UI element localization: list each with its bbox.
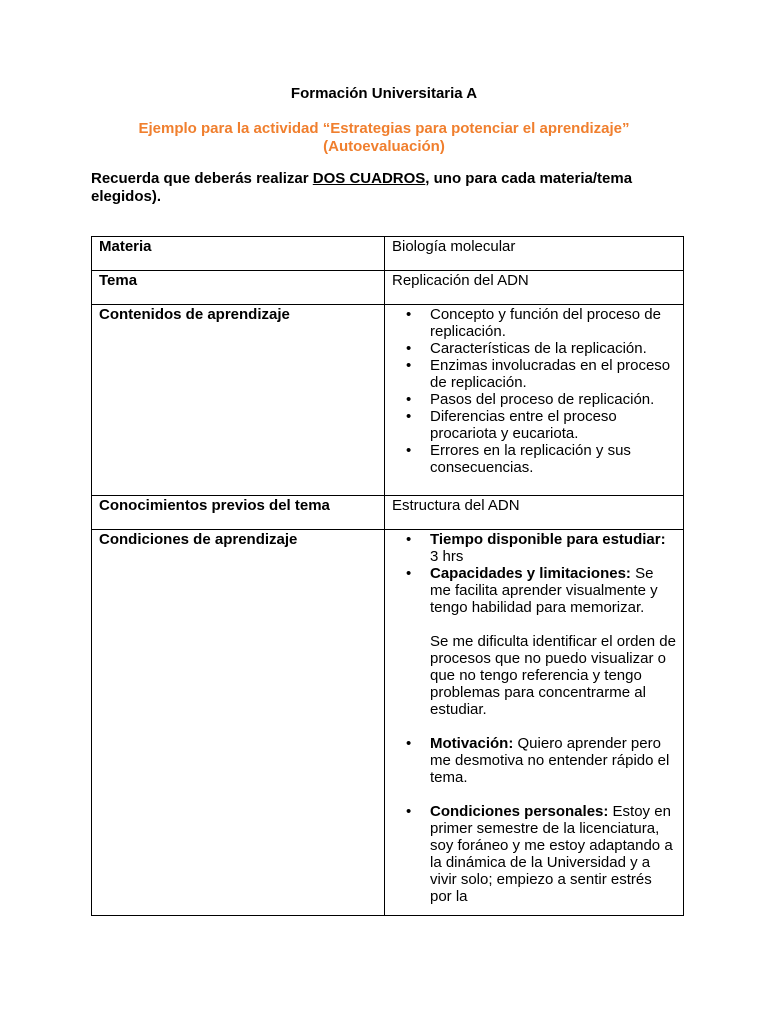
table-row-tema <box>92 271 684 305</box>
condition-text: Estoy en primer semestre de la licenciatura, soy foráneo y me estoy adaptando a la dinámica de la Universidad y a vivir solo; empiezo a sentir estrés por la <box>430 803 673 905</box>
condiciones-value <box>385 530 684 916</box>
document-title: Formación Universitaria A <box>290 85 478 102</box>
condiciones-label: Condiciones de aprendizaje <box>92 530 385 916</box>
list-item: • Características de la replicación. <box>430 340 676 357</box>
condition-term: Capacidades y limitaciones: <box>430 565 631 582</box>
table-row-conocimientos-previos <box>92 496 684 530</box>
previos-label: Conocimientos previos del tema <box>92 496 385 530</box>
table-row-condiciones <box>92 530 684 916</box>
condition-term: Motivación: <box>430 735 514 752</box>
instructions-text-start: Recuerda que deberás realizar <box>91 170 313 187</box>
previos-value: Estructura del ADN <box>385 496 684 530</box>
list-item: • Concepto y función del proceso de replicación. <box>430 306 676 340</box>
list-item <box>430 531 676 565</box>
table-row-contenidos <box>92 305 684 496</box>
self-assessment-table <box>91 236 684 916</box>
list-item <box>430 735 676 786</box>
condition-term: Condiciones personales: <box>430 803 609 820</box>
condition-text: Quiero aprender pero me desmotiva no entender rápido el tema. <box>430 735 670 786</box>
instructions-emphasis: DOS CUADROS <box>312 170 426 187</box>
instructions-text-end: , uno para cada materia/tema elegidos). <box>91 170 633 205</box>
list-item: • Diferencias entre el proceso procariota y eucariota. <box>430 408 676 442</box>
condition-extra-paragraph: Se me dificulta identificar el orden de procesos que no puedo visualizar o que no tengo referencia y tengo problemas para concentrarme al estudiar. <box>430 633 676 718</box>
list-item: • Errores en la replicación y sus consecuencias. <box>430 442 676 476</box>
table-row-materia <box>92 237 684 271</box>
contenidos-label: Contenidos de aprendizaje <box>92 305 385 496</box>
list-item: • Enzimas involucradas en el proceso de replicación. <box>430 357 676 391</box>
condition-text: 3 hrs <box>430 548 464 565</box>
condiciones-list <box>392 531 676 905</box>
contenidos-list <box>392 306 676 476</box>
condition-term: Tiempo disponible para estudiar: <box>430 531 666 548</box>
materia-value: Biología molecular <box>385 237 684 271</box>
tema-label: Tema <box>92 271 385 305</box>
activity-subtitle: Ejemplo para la actividad “Estrategias para potenciar el aprendizaje” (Autoevaluación) <box>138 120 630 155</box>
list-item: • Pasos del proceso de replicación. <box>430 391 676 408</box>
contenidos-value <box>385 305 684 496</box>
condition-text: Se me facilita aprender visualmente y tengo habilidad para memorizar. <box>430 565 658 616</box>
tema-value: Replicación del ADN <box>385 271 684 305</box>
list-item <box>430 803 676 905</box>
instructions-paragraph <box>91 170 691 205</box>
list-item <box>430 565 676 718</box>
materia-label: Materia <box>92 237 385 271</box>
